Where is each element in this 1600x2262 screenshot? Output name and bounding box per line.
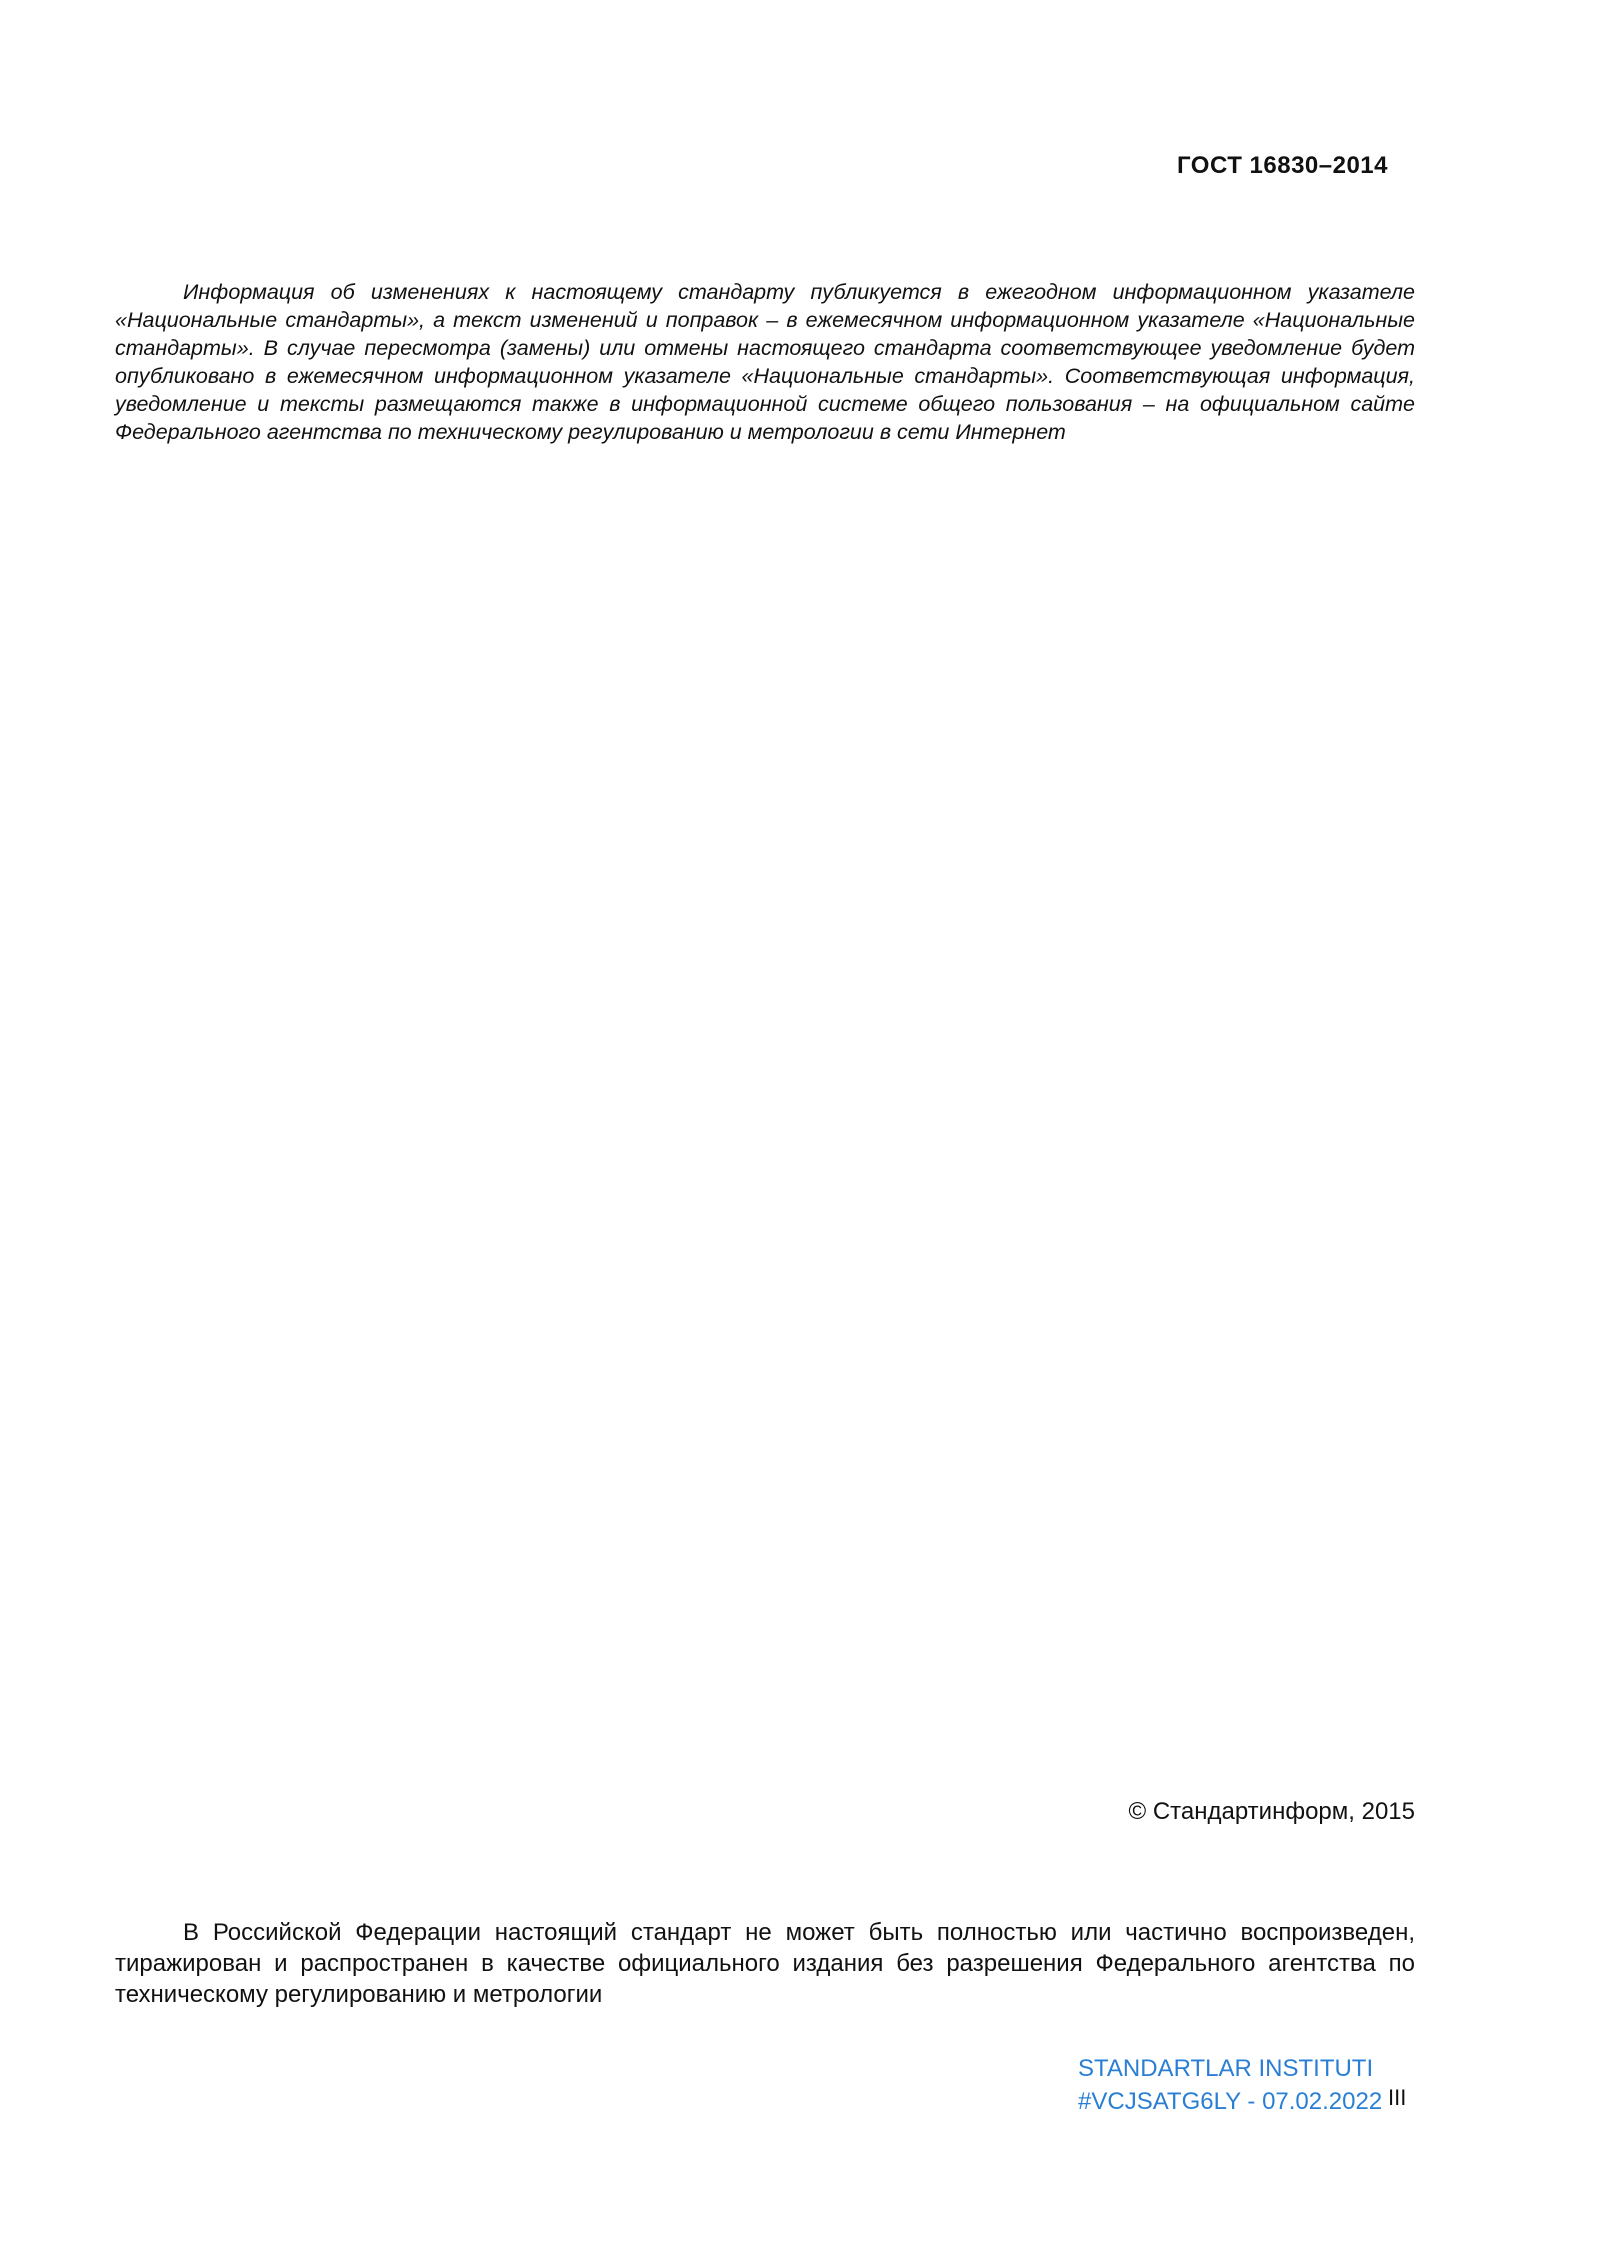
reproduction-rights-notice: В Российской Федерации настоящий стандарт не может быть полностью или частично воспроизведен, тиражирован и распространен в качестве официального издания без разрешения Федерального агентства по техническому регулированию и метрологии xyxy=(115,1919,1415,2008)
standard-code: ГОСТ 16830–2014 xyxy=(1177,152,1388,179)
page-number: III xyxy=(1388,2085,1407,2110)
change-info-notice: Информация об изменениях к настоящему стандарту публикуется в ежегодном информационном указателе «Национальные стандарты», а текст изменений и поправок – в ежемесячном информационном указателе «Национальные стандарты». В случае пересмотра (замены) или отмены настоящего стандарта соответствующее уведомление будет опубликовано в ежемесячном информационном указателе «Национальные стандарты». Соответствующая информация, уведомление и тексты размещаются также в информационной системе общего пользования – на официальном сайте Федерального агентства по техническому регулированию и метрологии в сети Интернет xyxy=(115,279,1415,444)
watermark-line-institute: STANDARTLAR INSTITUTI xyxy=(1078,2055,1374,2082)
copyright-notice: © Стандартинформ, 2015 xyxy=(1128,1798,1415,1825)
watermark-line-id-date: #VCJSATG6LY - 07.02.2022 xyxy=(1078,2088,1383,2115)
institute-watermark xyxy=(1078,2052,1382,2118)
